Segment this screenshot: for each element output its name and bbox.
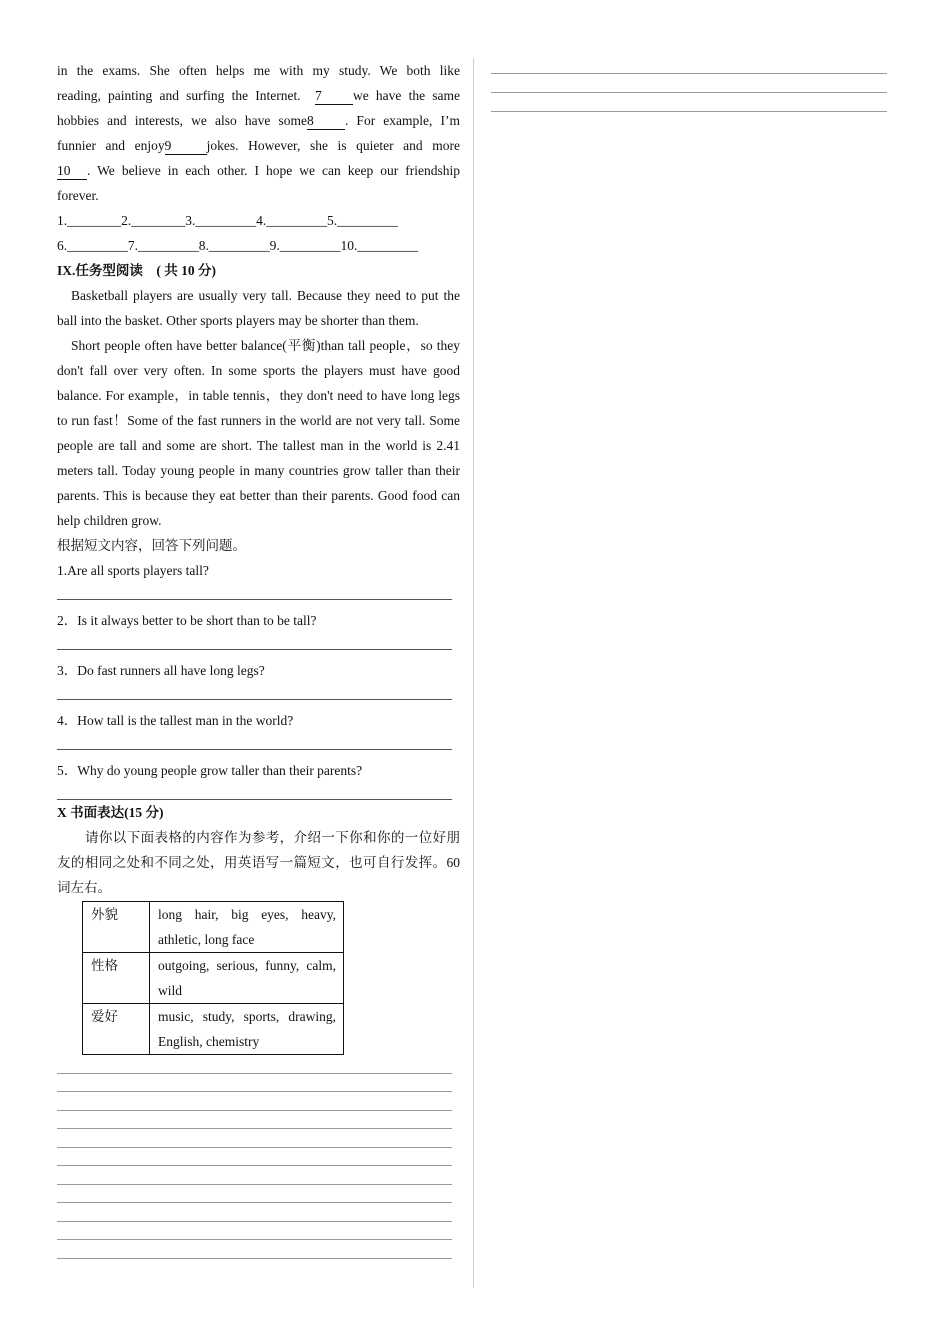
table-key: 性格 — [83, 953, 150, 1004]
reference-table — [82, 901, 344, 1055]
section-9-title: IX.任务型阅读 ( 共 10 分) — [57, 263, 216, 278]
table-value: outgoing, serious, funny, calm, wild — [150, 953, 344, 1004]
answer-line-4[interactable] — [57, 733, 452, 750]
section-10-title: X 书面表达(15 分) — [57, 805, 164, 820]
writing-line[interactable] — [57, 1129, 452, 1148]
writing-line[interactable] — [57, 1074, 452, 1093]
question-1: 1.Are all sports players tall? — [57, 563, 209, 578]
passage-line — [57, 83, 460, 108]
writing-line[interactable] — [57, 1055, 452, 1074]
writing-lines[interactable] — [57, 1055, 460, 1259]
answer-line-1[interactable] — [57, 583, 452, 600]
writing-line[interactable] — [57, 1203, 452, 1222]
table-key: 爱好 — [83, 1004, 150, 1055]
table-row — [83, 902, 344, 953]
writing-line[interactable] — [57, 1148, 452, 1167]
section-10 — [57, 800, 460, 1259]
blank-9: 9 — [165, 138, 207, 155]
answer-line-3[interactable] — [57, 683, 452, 700]
passage-line: in the exams. She often helps me with my study. We both like — [57, 63, 460, 78]
passage-line — [57, 158, 460, 183]
passage-text: . We believe in each other. I hope we can keep our friendship — [87, 163, 460, 178]
table-key: 外貌 — [83, 902, 150, 953]
answer-line-5[interactable] — [57, 783, 452, 800]
question-2: 2．Is it always better to be short than to be tall? — [57, 613, 317, 628]
writing-line[interactable] — [491, 93, 887, 112]
answer-row: 1.________2.________3._________4._________5._________ — [57, 213, 398, 228]
section-9 — [57, 258, 460, 800]
answer-row: 6._________7._________8._________9._________10._________ — [57, 238, 419, 253]
question-3: 3．Do fast runners all have long legs? — [57, 663, 265, 678]
passage-text: . For example, I’m — [344, 113, 460, 128]
reading-paragraph-2: Short people often have better balance(平衡)than tall people，so they don't fall over very often. In some sports the players must have good balance. For example，in table tennis，they don't need to have long legs to run fast！Some of the fast runners in the world are not very tall. Some people are tall and some are short. The tallest man in the world is 2.41 meters tall. Today young people in many countries grow taller than their parents. This is because they eat better than their parents. Good food can help children grow. — [57, 338, 460, 528]
reading-paragraph-1: Basketball players are usually very tall. Because they need to put the ball into the basket. Other sports players may be shorter than them. — [57, 288, 460, 328]
table-value: long hair, big eyes, heavy, athletic, long face — [150, 902, 344, 953]
blank-10: 10 — [57, 163, 87, 180]
passage-text: funnier and enjoy — [57, 138, 165, 153]
passage-text: we have the same — [352, 88, 460, 103]
answer-line-2[interactable] — [57, 633, 452, 650]
question-4: 4．How tall is the tallest man in the world? — [57, 713, 294, 728]
passage-text: reading, painting and surfing the Internet. — [57, 88, 301, 103]
right-column — [491, 72, 887, 112]
passage-line: forever. — [57, 188, 99, 203]
passage-line — [57, 133, 460, 158]
writing-prompt: 请你以下面表格的内容作为参考，介绍一下你和你的一位好朋友的相同之处和不同之处，用英语写一篇短文，也可自行发挥。60 词左右。 — [57, 830, 460, 895]
left-column — [57, 58, 460, 1259]
writing-line[interactable] — [57, 1166, 452, 1185]
table-value: music, study, sports, drawing, English, chemistry — [150, 1004, 344, 1055]
passage-text: hobbies and interests, we also have some — [57, 113, 307, 128]
table-row — [83, 953, 344, 1004]
table-row — [83, 1004, 344, 1055]
writing-line[interactable] — [57, 1185, 452, 1204]
instruction: 根据短文内容，回答下列问题。 — [57, 538, 246, 553]
passage-text: jokes. However, she is quieter and more — [206, 138, 460, 153]
passage-section-8 — [57, 58, 460, 258]
writing-line[interactable] — [57, 1092, 452, 1111]
passage-line — [57, 108, 460, 133]
writing-line[interactable] — [57, 1222, 452, 1241]
blank-8: 8 — [307, 113, 345, 130]
writing-line[interactable] — [57, 1111, 452, 1130]
writing-line[interactable] — [491, 74, 887, 93]
writing-line[interactable] — [57, 1240, 452, 1259]
blank-7: 7 — [315, 88, 353, 105]
question-5: 5．Why do young people grow taller than their parents? — [57, 763, 363, 778]
column-divider — [473, 58, 474, 1288]
